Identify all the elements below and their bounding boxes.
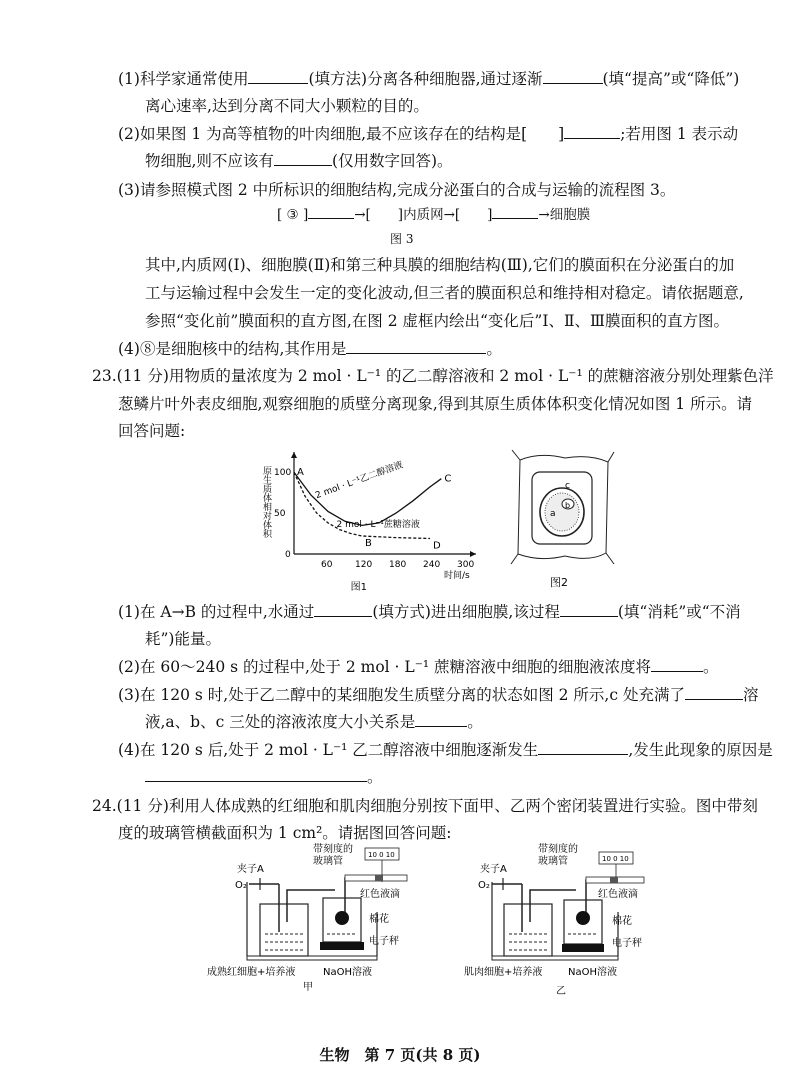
answer-blank[interactable]	[538, 740, 628, 755]
fig2-plasmolysis-cell	[510, 448, 615, 593]
q22-part3-line3: 工与运输过程中会发生一定的变化波动,但三者的膜面积总和维持相对稳定。请依据题意,	[145, 284, 744, 302]
label-clamp: 夹子A	[237, 864, 264, 875]
x-axis-arrow	[470, 551, 476, 557]
text: 。	[467, 713, 483, 731]
y-axis-arrow	[291, 452, 297, 458]
text: (填方式)进出细胞膜,该过程	[372, 603, 560, 621]
label-o2: O₂	[235, 880, 247, 891]
text: (仅用数字回答)。	[331, 152, 453, 170]
text: 溶	[742, 686, 759, 704]
answer-blank[interactable]	[145, 767, 367, 782]
q22-part3-line4: 参照“变化前”膜面积的直方图,在图 2 虚框内绘出“变化后”Ⅰ、Ⅱ、Ⅲ膜面积的直方图。	[145, 312, 729, 330]
label-tube: 带刻度的	[538, 844, 578, 855]
text: (填“提高”或“降低”)	[602, 70, 740, 88]
text: (2)在 60～240 s 的过程中,处于 2 mol · L⁻¹ 蔗糖溶液中细胞的细胞液浓度将	[118, 658, 652, 676]
answer-blank[interactable]	[492, 204, 538, 219]
text: ;若用图 1 表示动	[620, 125, 739, 143]
series-label-1: 2 mol · L⁻¹乙二醇溶液	[314, 460, 405, 502]
cotton-ball	[576, 911, 590, 925]
label-o2: O₂	[478, 880, 490, 891]
label-left: 肌肉细胞+培养液	[464, 967, 543, 978]
text: 液,a、b、c 三处的溶液浓度大小关系是	[145, 713, 416, 731]
q23-line1: 23.(11 分)用物质的量浓度为 2 mol · L⁻¹ 的乙二醇溶液和 2 mol · L⁻¹ 的蔗糖溶液分别处理紫色洋	[92, 367, 774, 385]
label-tube2: 玻璃管	[313, 856, 343, 867]
point-label-B: B	[365, 538, 372, 549]
flowchart-fig3	[277, 204, 590, 225]
q22-part2-line2	[145, 151, 453, 171]
answer-blank[interactable]	[415, 712, 467, 727]
q23-part2	[118, 657, 719, 677]
q23-part1-line1	[118, 602, 741, 622]
answer-blank[interactable]	[543, 69, 603, 84]
text: ,发生此现象的原因是	[628, 741, 773, 759]
x-tick-label: 240	[423, 560, 441, 570]
q23-part1-line2: 耗”)能量。	[145, 630, 221, 648]
electronic-scale	[562, 944, 604, 952]
q22-part4	[118, 339, 502, 359]
y-tick-label: 100	[274, 468, 292, 479]
q22-part3-line2: 其中,内质网(Ⅰ)、细胞膜(Ⅱ)和第三种具膜的细胞结构(Ⅲ),它们的膜面积在分泌蛋白的加	[145, 256, 735, 274]
label-tube2: 玻璃管	[538, 856, 568, 867]
q23-part3-line2	[145, 712, 483, 732]
apparatus-jia	[205, 842, 420, 1002]
label-apparatus-name: 甲	[303, 982, 313, 993]
q22-part1-line2: 离心速率,达到分离不同大小颗粒的目的。	[145, 97, 429, 115]
red-drop	[375, 875, 383, 881]
red-drop	[610, 877, 618, 883]
x-tick-label: 60	[321, 560, 333, 570]
text: (填方法)分离各种细胞器,通过逐渐	[308, 70, 543, 88]
q23-part4-line2	[145, 767, 383, 787]
left-flask	[260, 904, 308, 956]
x-axis-label: 时间/s	[444, 571, 470, 581]
q23-line3: 回答问题:	[118, 422, 186, 440]
y-tick-label: 50	[274, 509, 286, 520]
point-label-C: C	[444, 473, 452, 485]
q23-line2: 葱鳞片叶外表皮细胞,观察细胞的质壁分离现象,得到其原生质体体积变化情况如图 1 所示。请	[118, 395, 753, 413]
text: [ ③ ]	[277, 207, 309, 223]
text: 。	[486, 340, 502, 358]
q22-part3-line1: (3)请参照模式图 2 中所标识的细胞结构,完成分泌蛋白的合成与运输的流程图 3。	[118, 181, 676, 199]
x-tick-label: 120	[355, 560, 373, 570]
q22-part2-line1	[118, 124, 738, 144]
q24-line1: 24.(11 分)利用人体成熟的红细胞和肌肉细胞分别按下面甲、乙两个密闭装置进行实验。图中带刻	[92, 797, 758, 815]
apparatus-yi	[462, 842, 677, 1002]
text: (1)在 A→B 的过程中,水通过	[118, 603, 315, 621]
q24-line2: 度的玻璃管横截面积为 1 cm²。请据图回答问题:	[118, 824, 452, 842]
answer-blank[interactable]	[346, 339, 486, 354]
fig3-caption: 图 3	[390, 232, 414, 246]
scale-reading: 10 0 10	[368, 851, 395, 859]
q22-part1-line1	[118, 69, 739, 89]
answer-blank[interactable]	[564, 124, 620, 139]
label-apparatus-name: 乙	[556, 986, 566, 997]
text: →[ ]内质网→[ ]	[354, 207, 493, 223]
answer-blank[interactable]	[248, 69, 308, 84]
cotton-ball	[335, 911, 349, 925]
label-naoh: NaOH溶液	[323, 967, 372, 978]
label-naoh: NaOH溶液	[568, 967, 617, 978]
text: (4)在 120 s 后,处于 2 mol · L⁻¹ 乙二醇溶液中细胞逐渐发生	[118, 741, 539, 759]
label-scale: 电子秤	[612, 938, 642, 949]
fig2-caption: 图2	[550, 576, 568, 589]
text: 。	[367, 768, 383, 786]
text: 物细胞,则不应该有	[145, 152, 274, 170]
label-scale: 电子秤	[369, 936, 399, 947]
fig1-line-chart	[256, 446, 486, 596]
label-a: a	[550, 509, 556, 519]
label-clamp: 夹子A	[480, 864, 507, 875]
y-axis-label: 原生质体相对体积	[261, 466, 271, 538]
answer-blank[interactable]	[560, 602, 618, 617]
answer-blank[interactable]	[274, 151, 332, 166]
q23-part3-line1	[118, 685, 758, 705]
label-left: 成熟红细胞+培养液	[207, 967, 296, 978]
point-label-D: D	[433, 540, 441, 552]
electronic-scale	[320, 942, 364, 950]
text: →细胞膜	[538, 207, 591, 223]
text: (填“消耗”或“不消	[617, 603, 741, 621]
label-cotton: 棉花	[612, 916, 632, 927]
label-cotton: 棉花	[369, 914, 389, 925]
answer-blank[interactable]	[308, 204, 354, 219]
answer-blank[interactable]	[685, 685, 743, 700]
scale-reading: 10 0 10	[602, 855, 629, 863]
q23-part4-line1	[118, 740, 773, 760]
text: (2)如果图 1 为高等植物的叶肉细胞,最不应该存在的结构是[ ]	[118, 125, 565, 143]
label-b: b	[565, 501, 571, 510]
fig1-caption: 图1	[350, 582, 368, 593]
origin-label: 0	[285, 550, 291, 560]
text: (3)在 120 s 时,处于乙二醇中的某细胞发生质壁分离的状态如图 2 所示,c 处充满了	[118, 686, 685, 704]
x-tick-label: 180	[389, 560, 407, 570]
text: 。	[703, 658, 719, 676]
point-label-A: A	[297, 467, 304, 479]
series-label-2: 2 mol · L⁻¹蔗糖溶液	[336, 520, 420, 530]
label-tube: 带刻度的	[313, 844, 353, 855]
left-flask	[504, 904, 552, 956]
x-tick-label: 300	[457, 560, 475, 570]
text: (4)⑧是细胞核中的结构,其作用是	[118, 340, 347, 358]
label-c: c	[565, 481, 570, 491]
page-footer: 生物 第 7 页(共 8 页)	[319, 1046, 481, 1064]
answer-blank[interactable]	[314, 602, 372, 617]
text: (1)科学家通常使用	[118, 70, 249, 88]
label-drop: 红色液滴	[598, 889, 638, 900]
answer-blank[interactable]	[651, 657, 703, 672]
label-drop: 红色液滴	[360, 889, 400, 900]
